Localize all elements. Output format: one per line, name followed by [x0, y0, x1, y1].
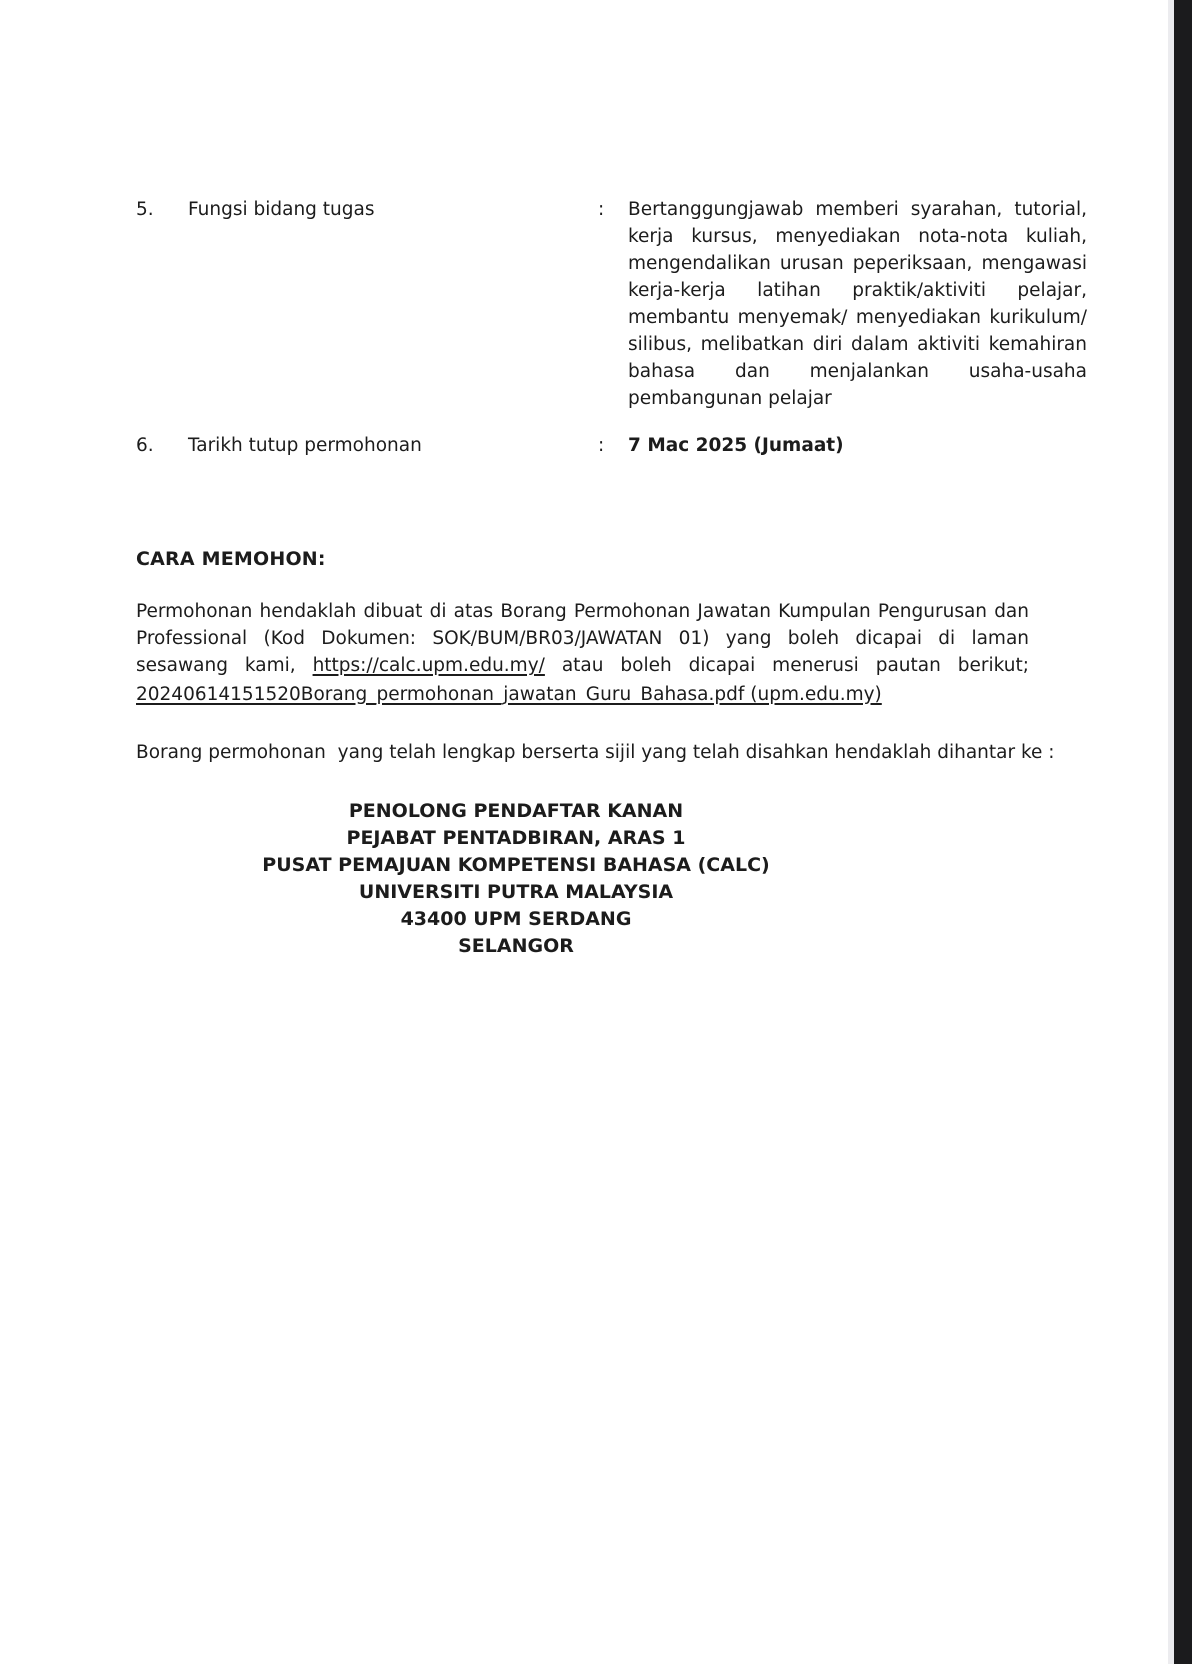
- mailing-address-block: [136, 798, 896, 960]
- item-5-value-lastline: pembangunan pelajar: [628, 388, 832, 409]
- address-line-recipient: PENOLONG PENDAFTAR KANAN: [348, 800, 684, 822]
- borang-pdf-link[interactable]: 20240614151520Borang_permohonan_jawatan_Guru_Bahasa.pdf (upm.edu.my): [136, 683, 882, 705]
- item-6-value-closing-date: 7 Mac 2025 (Jumaat): [628, 435, 844, 456]
- item-5-number: 5.: [136, 199, 154, 220]
- item-6-number: 6.: [136, 435, 154, 456]
- address-line-centre: PUSAT PEMAJUAN KOMPETENSI BAHASA (CALC): [262, 854, 770, 876]
- item-5-value: [628, 196, 1087, 412]
- address-line-postcode: 43400 UPM SERDANG: [400, 908, 632, 930]
- address-line-university: UNIVERSITI PUTRA MALAYSIA: [358, 881, 674, 903]
- how-to-apply-paragraph: [136, 598, 1029, 679]
- item-6-colon: :: [598, 435, 605, 456]
- item-6-label: Tarikh tutup permohonan: [188, 435, 422, 456]
- how-to-apply-heading: CARA MEMOHON:: [136, 548, 326, 570]
- paragraph-text-after-link: atau boleh dicapai menerusi pautan berikut;: [561, 655, 1029, 676]
- address-line-state: SELANGOR: [458, 935, 574, 957]
- paragraph-text-before-link: Permohonan hendaklah dibuat di atas Borang Permohonan Jawatan Kumpulan Pengurusan dan Professional (Kod Dokumen: SOK/BUM/BR03/JAWATAN 01) yang boleh dicapai di laman sesawang kami,: [136, 601, 1029, 676]
- send-instruction: Borang permohonan yang telah lengkap berserta sijil yang telah disahkan hendaklah dihantar ke :: [136, 742, 1055, 763]
- item-5-value-justified: Bertanggungjawab memberi syarahan, tutorial, kerja kursus, menyediakan nota-nota kuliah, mengendalikan urusan peperiksaan, mengawasi kerja-kerja latihan praktik/aktiviti pelajar, membantu menyemak/ menyediakan kurikulum/ silibus, melibatkan diri dalam aktiviti kemahiran bahasa dan menjalankan usaha-usaha: [628, 199, 1087, 382]
- address-line-office: PEJABAT PENTADBIRAN, ARAS 1: [346, 827, 686, 849]
- pdf-file-link-line: [136, 681, 1136, 708]
- item-5-label: Fungsi bidang tugas: [188, 199, 375, 220]
- item-5-colon: :: [598, 199, 605, 220]
- scan-edge-dark-band: [1174, 0, 1192, 1664]
- calc-upm-link[interactable]: https://calc.upm.edu.my/: [312, 655, 545, 676]
